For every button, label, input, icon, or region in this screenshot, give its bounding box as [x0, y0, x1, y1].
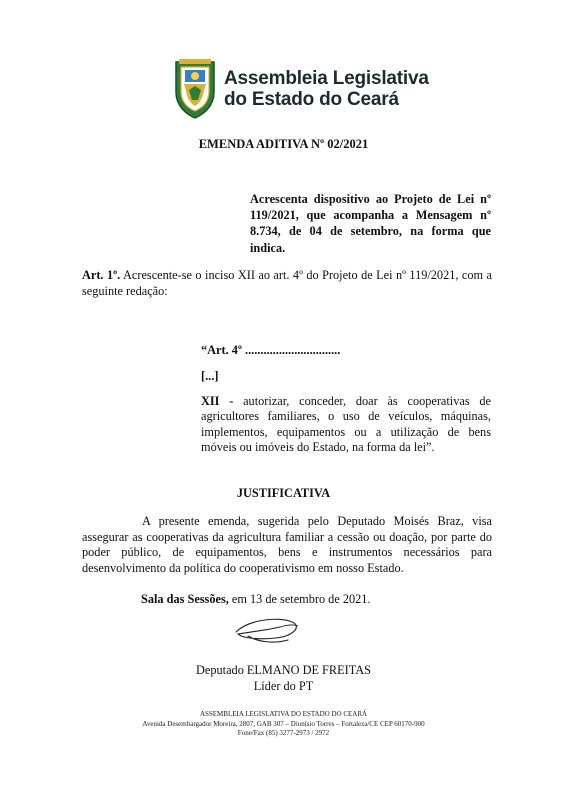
- document-title: EMENDA ADITIVA Nº 02/2021: [198, 137, 369, 151]
- footer-address: Avenida Desembargador Moreira, 2807, GAB 307 – Dionísio Torres – Fortaleza/CE CEP 60170-900: [142, 719, 425, 728]
- signer-name: Deputado ELMANO DE FREITAS: [196, 663, 371, 677]
- handwritten-signature: [228, 610, 318, 650]
- article-1-text: Acrescente-se o inciso XII ao art. 4º do Projeto de Lei nº 119/2021, com a seguinte redação:: [82, 268, 492, 298]
- signer-block: [0, 662, 567, 694]
- article-1-label: Art. 1º.: [82, 268, 121, 282]
- signer-role: Líder do PT: [253, 679, 314, 693]
- article-1-paragraph: [82, 268, 492, 299]
- footer-org-name: ASSEMBLEIA LEGISLATIVA DO ESTADO DO CEARÁ: [199, 710, 368, 718]
- footer-phone: Fone/Fax (85) 3277-2973 / 2972: [237, 729, 330, 738]
- organization-name: [224, 68, 429, 110]
- inciso-text: autorizar, conceder, doar às cooperativas de agricultores familiares, o uso de veículos, máquinas, implementos, equipamentos ou a utilização de bens móveis ou imóveis do Estado, na forma da lei”.: [201, 394, 491, 455]
- place-date-line: [141, 592, 371, 607]
- organization-name-line1: Assembleia Legislativa: [224, 68, 429, 89]
- justification-text: A presente emenda, sugerida pelo Deputado Moisés Braz, visa assegurar as cooperativas da agricultura familiar a cessão ou doação, por parte do poder público, de equipamentos, bens e instrumentos necessários para desenvolvimento da política do cooperativismo em nosso Estado.: [82, 514, 492, 575]
- inciso-label: XII -: [201, 394, 244, 408]
- justification-paragraph: [82, 514, 492, 576]
- quoted-article-heading: “Art. 4º ...............................: [201, 343, 341, 357]
- omission-marker: [...]: [201, 369, 219, 383]
- inciso-xii-paragraph: [201, 394, 491, 456]
- justification-heading: JUSTIFICATIVA: [236, 486, 331, 500]
- date-text: em 13 de setembro de 2021.: [228, 592, 371, 606]
- page-footer: [0, 710, 567, 739]
- place-label: Sala das Sessões,: [141, 592, 229, 606]
- ementa-summary: Acrescenta dispositivo ao Projeto de Lei nº 119/2021, que acompanha a Mensagem nº 8.734, de 04 de setembro, na forma que indica.: [250, 192, 491, 255]
- organization-name-line2: do Estado do Ceará: [224, 89, 399, 110]
- assembly-coat-of-arms-icon: [172, 58, 218, 120]
